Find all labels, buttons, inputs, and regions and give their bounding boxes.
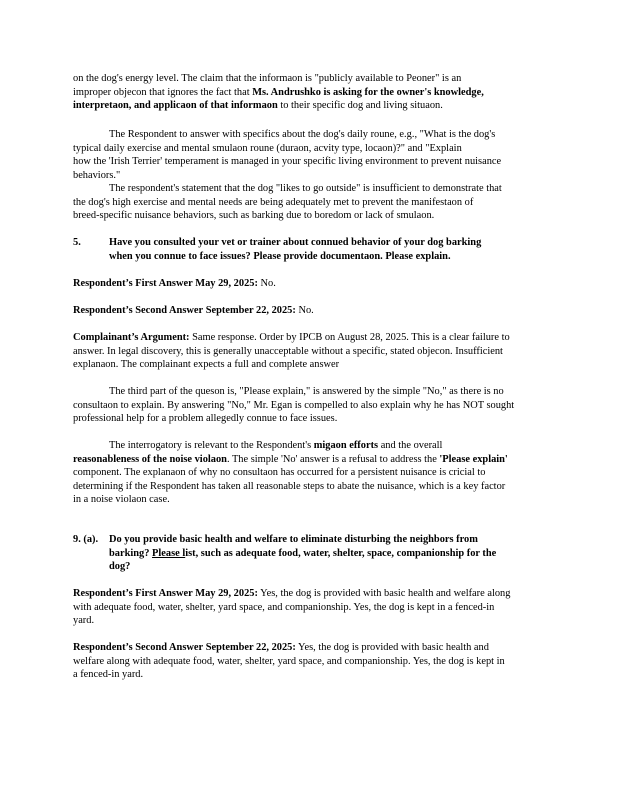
likes-outside-paragraph: [73, 182, 551, 223]
q5-complainant-argument: [73, 331, 551, 372]
text-line: Yes, the dog is provided with basic health and: [295, 642, 489, 653]
intro-bold-2: interpretaon, and applicaon of that informaon: [73, 100, 278, 112]
text-line: welfare along with adequate food, water, shelter, yard space, and companionship. Yes, the dog is kept in: [73, 655, 505, 667]
question-text: Have you consulted your vet or trainer about connued behavior of your dog barking: [109, 237, 482, 248]
argument-label: Complainant’s Argument:: [73, 332, 190, 343]
question-text: barking?: [109, 547, 153, 559]
text-line: breed-specific nuisance behaviors, such as barking due to boredom or lack of smulaon.: [73, 210, 435, 222]
bold-fragment: reasonableness of the noise violaon: [73, 453, 227, 465]
text-line: the dog's high exercise and mental needs are being adequately met to prevent the manifestaon of: [73, 196, 474, 208]
q5-first-answer: [73, 277, 551, 291]
answer-text: No.: [295, 305, 314, 316]
bold-fragment: 'Please explain': [439, 453, 508, 465]
text-fragment: and the overall: [378, 440, 443, 451]
intro-line-1: on the dog's energy level. The claim that the informaon is "publicly available to Peoner" is an: [73, 73, 462, 84]
intro-line-3: interpretaon, and applicaon of that informaon to their specific dog and living situaon.: [73, 100, 443, 112]
answer-label: Respondent’s First Answer: [73, 588, 193, 599]
text-line: Same response. Order by IPCB on August 28, 2025. This is a clear failure to: [189, 332, 510, 343]
question-text: ist, such as adequate food, water, shelter, space, companionship for the: [185, 547, 497, 559]
text-line: how the 'Irish Terrier' temperament is managed in your specific living environment to prevent nuisance: [73, 156, 502, 168]
answer-label: Respondent’s Second Answer: [73, 305, 204, 316]
question-number: 5.: [73, 237, 81, 248]
answer-date: May 29, 2025:: [195, 588, 258, 599]
text-line: with adequate food, water, shelter, yard space, and companionship. Yes, the dog is kept in a fenced-in: [73, 601, 495, 613]
text-line: professional help for a problem allegedly connue to face issues.: [73, 413, 338, 425]
bold-fragment: migaon efforts: [313, 440, 379, 451]
text-fragment: . The simple 'No' answer is a refusal to address the: [226, 453, 440, 465]
text-line: The respondent's statement that the dog "likes to go outside" is insufficient to demonstrate that: [109, 183, 502, 194]
question-text: when you connue to face issues? Please provide documentaon. Please explain.: [109, 250, 451, 262]
question-9a: [73, 533, 551, 574]
text-line: The Respondent to answer with specifics about the dog's daily roune, e.g., "What is the dog's: [109, 129, 496, 140]
text-line: determining if the Respondent has taken all reasonable steps to abate the nuisance, which is a key factor: [73, 480, 506, 492]
text-line: behaviors.": [73, 169, 121, 181]
question-number: 9. (a).: [73, 534, 99, 545]
text-line: component. The explanaon of why no consultaon has occurred for a persistent nuisance is cricial to: [73, 467, 486, 479]
question-5: [73, 236, 551, 263]
text-fragment: The interrogatory is relevant to the Respondent's: [109, 440, 314, 451]
q9-second-answer: [73, 641, 551, 682]
text-line: consultaon to explain. By answering "No," Mr. Egan is compelled to also explain why he has NOT sought: [73, 399, 515, 411]
relevant-paragraph: [73, 439, 551, 507]
q5-second-answer: [73, 304, 551, 318]
answer-label: Respondent’s First Answer: [73, 278, 193, 289]
answer-date: September 22, 2025:: [205, 305, 296, 316]
text-line: explanaon. The complainant expects a full and complete answer: [73, 359, 340, 371]
text-line: The third part of the queson is, "Please explain," is answered by the simple "No," as there is no: [109, 386, 504, 397]
text-line: typical daily exercise and mental smulaon roune (duraon, acvity type, locaon)?" and "Explain: [73, 142, 462, 154]
answer-date: September 22, 2025:: [205, 642, 296, 653]
text-line: a fenced-in yard.: [73, 669, 144, 681]
answer-date: May 29, 2025:: [195, 278, 258, 289]
intro-bold-1: Ms. Andrushko is asking for the owner's knowledge,: [252, 86, 484, 98]
q9-first-answer: [73, 587, 551, 628]
question-text: Do you provide basic health and welfare to eliminate disturbing the neighbors from: [109, 534, 478, 545]
question-text: dog?: [109, 561, 131, 573]
answer-label: Respondent’s Second Answer: [73, 642, 204, 653]
text-line: Yes, the dog is provided with basic health and welfare along: [257, 588, 511, 599]
intro-line-2: improper objecon that ignores the fact that Ms. Andrushko is asking for the owner's knowledge,: [73, 86, 484, 98]
respondent-answer-paragraph: [73, 128, 551, 182]
question-text-underlined: Please l: [152, 547, 186, 559]
text-line: answer. In legal discovery, this is generally unacceptable without a specific, stated objecon. Insufficient: [73, 345, 503, 357]
text-line: yard.: [73, 615, 95, 627]
text-line: in a noise violaon case.: [73, 494, 170, 506]
answer-text: No.: [257, 278, 276, 289]
third-part-paragraph: [73, 385, 551, 426]
intro-paragraph: [73, 72, 551, 113]
